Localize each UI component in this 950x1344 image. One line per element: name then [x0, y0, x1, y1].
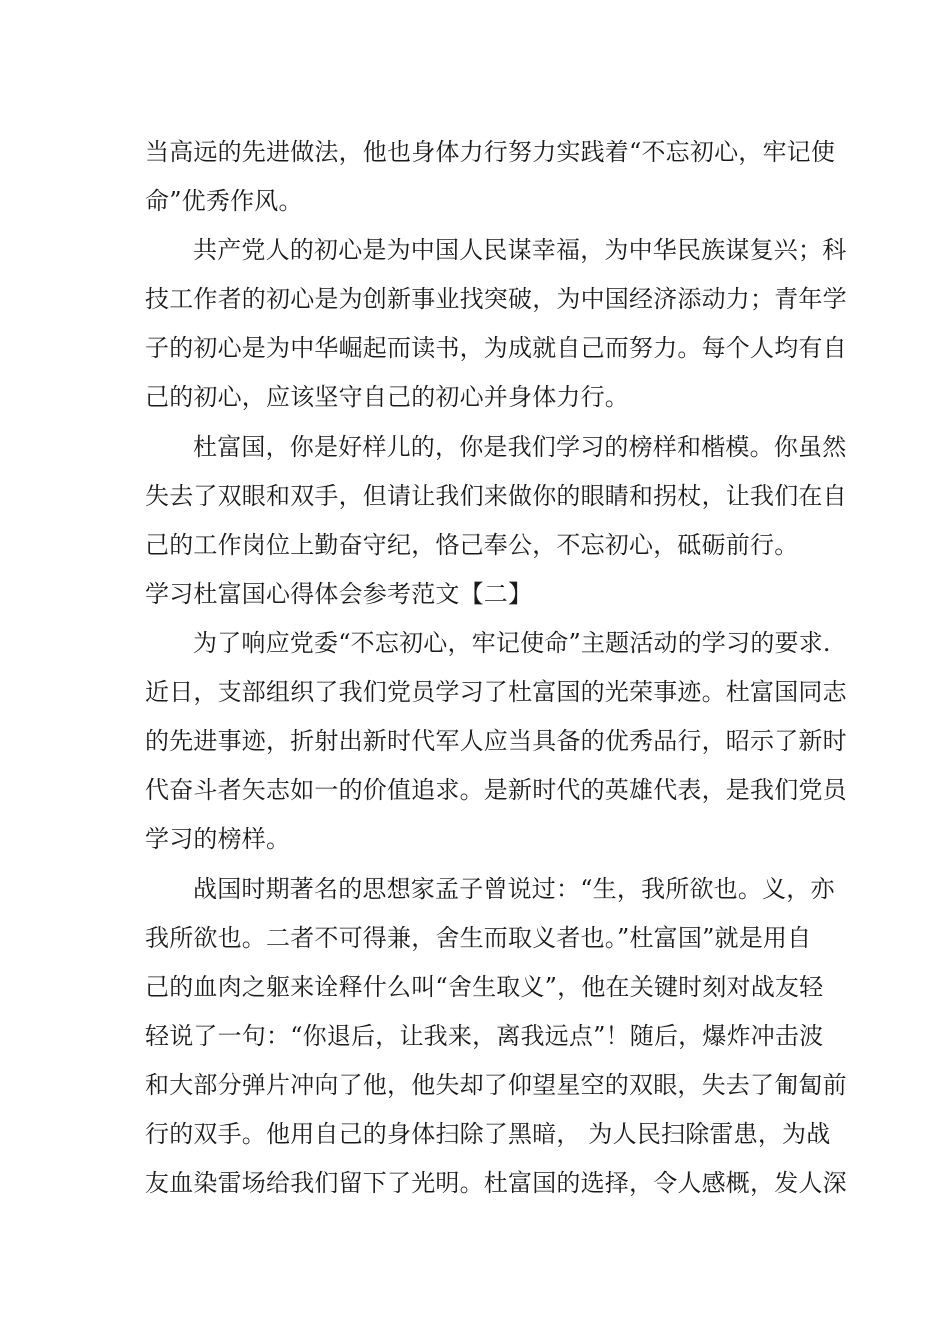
- text-line: 己的工作岗位上勤奋守纪，恪己奉公，不忘初心，砥砺前行。: [145, 531, 799, 559]
- text-line: 轻说了一句：“你退后，让我来，离我远点”！随后，爆炸冲击波: [145, 1022, 824, 1050]
- section-heading: 学习杜富国心得体会参考范文【二】: [145, 580, 533, 608]
- text-line: 命”优秀作风。: [145, 187, 303, 215]
- text-line: 友血染雷场给我们留下了光明。杜富国的选择，令人感概，发人深: [145, 1169, 847, 1197]
- text-line: 技工作者的初心是为创新事业找突破，为中国经济添动力；青年学: [145, 285, 847, 313]
- paragraph-start-line: 共产党人的初心是为中国人民谋幸福，为中华民族谋复兴；科: [193, 236, 847, 264]
- text-line: 行的双手。他用自己的身体扫除了黑暗， 为人民扫除雷患，为战: [145, 1120, 831, 1148]
- text-line: 代奋斗者矢志如一的价值追求。是新时代的英雄代表，是我们党员: [145, 776, 847, 804]
- text-line: 近日，支部组织了我们党员学习了杜富国的光荣事迹。杜富国同志: [145, 678, 847, 706]
- text-line: 己的初心，应该坚守自己的初心并身体力行。: [145, 383, 629, 411]
- text-line: 和大部分弹片冲向了他，他失却了仰望星空的双眼，失去了匍匐前: [145, 1071, 847, 1099]
- text-line: 学习的榜样。: [145, 825, 291, 853]
- paragraph-start-line: 战国时期著名的思想家孟子曾说过：“生，我所欲也。义，亦: [193, 875, 835, 903]
- paragraph-start-line: 杜富国，你是好样儿的，你是我们学习的榜样和楷模。你虽然: [193, 433, 847, 461]
- paragraph-start-line: 为了响应党委“不忘初心，牢记使命”主题活动的学习的要求.: [193, 629, 831, 657]
- text-line: 己的血肉之躯来诠释什么叫“舍生取义”，他在关键时刻对战友轻: [145, 973, 824, 1001]
- text-line: 失去了双眼和双手，但请让我们来做你的眼睛和拐杖，让我们在自: [145, 482, 847, 510]
- text-line: 当高远的先进做法，他也身体力行努力实践着“不忘初心，牢记使: [145, 138, 836, 166]
- text-line: 的先进事迹，折射出新时代军人应当具备的优秀品行，昭示了新时: [145, 727, 847, 755]
- text-line: 我所欲也。二者不可得兼，舍生而取义者也。”杜富国”就是用自: [145, 924, 812, 952]
- text-line: 子的初心是为中华崛起而读书，为成就自己而努力。每个人均有自: [145, 334, 847, 362]
